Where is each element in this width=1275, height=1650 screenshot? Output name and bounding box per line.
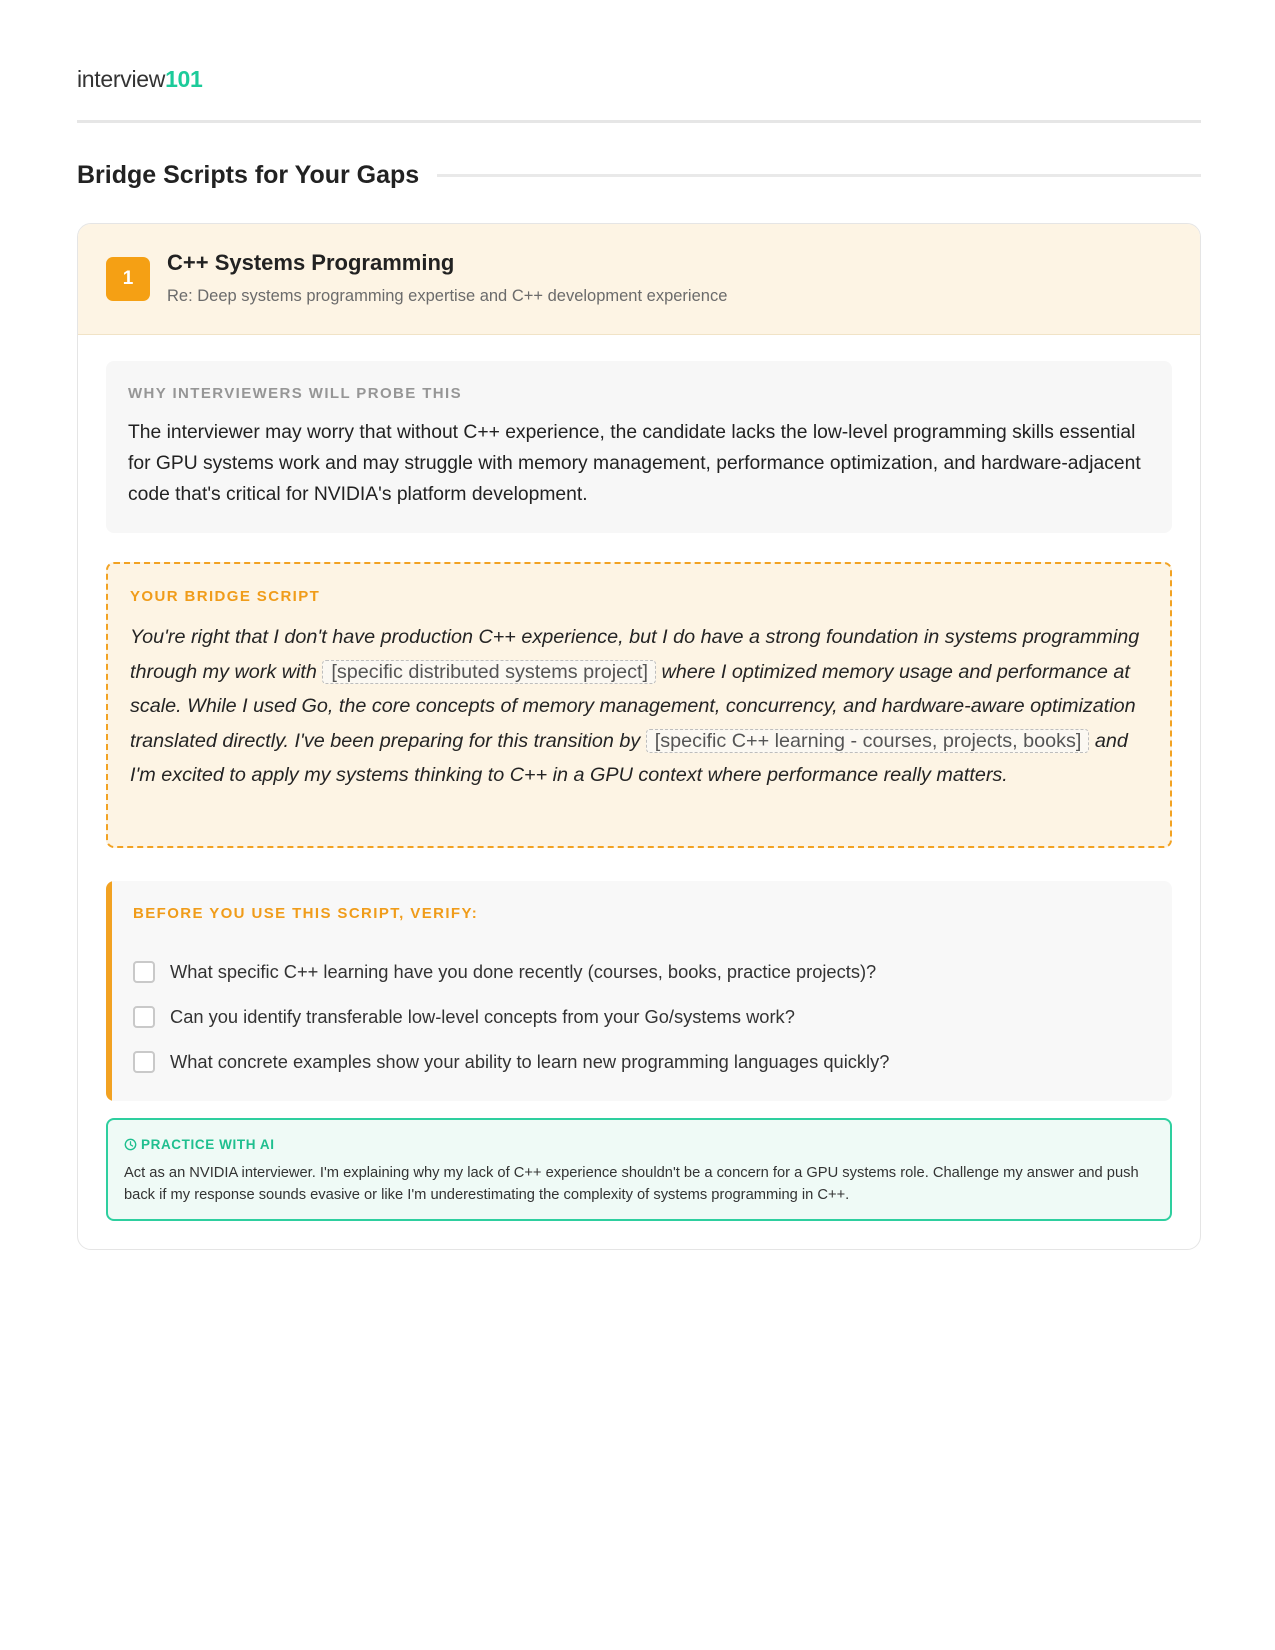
gap-title: C++ Systems Programming — [167, 250, 455, 275]
script-text-part: and I'm excited to apply my systems thinking to C++ in a GPU context where performance really matters. — [130, 729, 1128, 786]
checklist-item-text: What specific C++ learning have you done recently (courses, books, practice projects)? — [170, 960, 877, 982]
checkbox[interactable] — [133, 1006, 155, 1028]
script-text-part: You're right that I don't have production C++ experience, but I do have a strong foundation in systems programming through my work with — [130, 626, 1140, 683]
section-title: Bridge Scripts for Your Gaps — [77, 160, 420, 189]
verify-checklist — [133, 949, 889, 1084]
logo-number: 101 — [165, 66, 203, 92]
header-divider — [77, 120, 1201, 123]
practice-label-row — [124, 1137, 275, 1152]
verify-block — [106, 881, 1172, 1101]
checklist-item — [133, 1039, 889, 1084]
bridge-script-label: YOUR BRIDGE SCRIPT — [130, 588, 321, 605]
practice-label: PRACTICE WITH AI — [141, 1137, 275, 1152]
gap-subtitle: Re: Deep systems programming expertise and C++ development experience — [167, 287, 728, 305]
why-label: WHY INTERVIEWERS WILL PROBE THIS — [128, 385, 462, 402]
practice-prompt-text: Act as an NVIDIA interviewer. I'm explaining why my lack of C++ experience shouldn't be a concern for a GPU systems role. Challenge my answer and push back if my response sounds evasive or like I'm underestimating the complexity of systems programming in C++. — [124, 1165, 1139, 1203]
section-divider — [437, 174, 1201, 177]
logo — [77, 64, 203, 94]
checklist-item — [133, 994, 889, 1039]
section-header — [77, 158, 1201, 192]
checklist-item-text: Can you identify transferable low-level concepts from your Go/systems work? — [170, 1005, 795, 1027]
verify-label: BEFORE YOU USE THIS SCRIPT, VERIFY: — [133, 905, 479, 922]
gap-card — [77, 223, 1201, 1250]
bridge-script-text — [130, 620, 1152, 793]
checklist-item — [133, 949, 889, 994]
checklist-item-text: What concrete examples show your ability to learn new programming languages quickly? — [170, 1050, 890, 1072]
bridge-script-block — [106, 562, 1172, 848]
gap-number-badge: 1 — [106, 257, 150, 301]
script-placeholder: [specific C++ learning - courses, projects, books] — [646, 729, 1090, 753]
script-text-part: where I optimized memory usage and performance at scale. While I used Go, the core concepts of memory management, concurrency, and hardware-aware optimization translated directly. I've been preparing for this transition by — [130, 660, 1136, 752]
logo-word: interview — [77, 66, 166, 92]
why-text: The interviewer may worry that without C++ experience, the candidate lacks the low-level programming skills essential for GPU systems work and may struggle with memory management, performance optimization, and hardware-adjacent code that's critical for NVIDIA's platform development. — [128, 422, 1141, 505]
verify-accent-bar — [106, 881, 112, 1101]
practice-with-ai-block — [106, 1118, 1172, 1221]
checkbox[interactable] — [133, 1051, 155, 1073]
script-placeholder: [specific distributed systems project] — [322, 660, 656, 684]
clock-icon — [124, 1138, 137, 1151]
gap-card-header — [78, 224, 1200, 335]
checkbox[interactable] — [133, 961, 155, 983]
why-block — [106, 361, 1172, 533]
